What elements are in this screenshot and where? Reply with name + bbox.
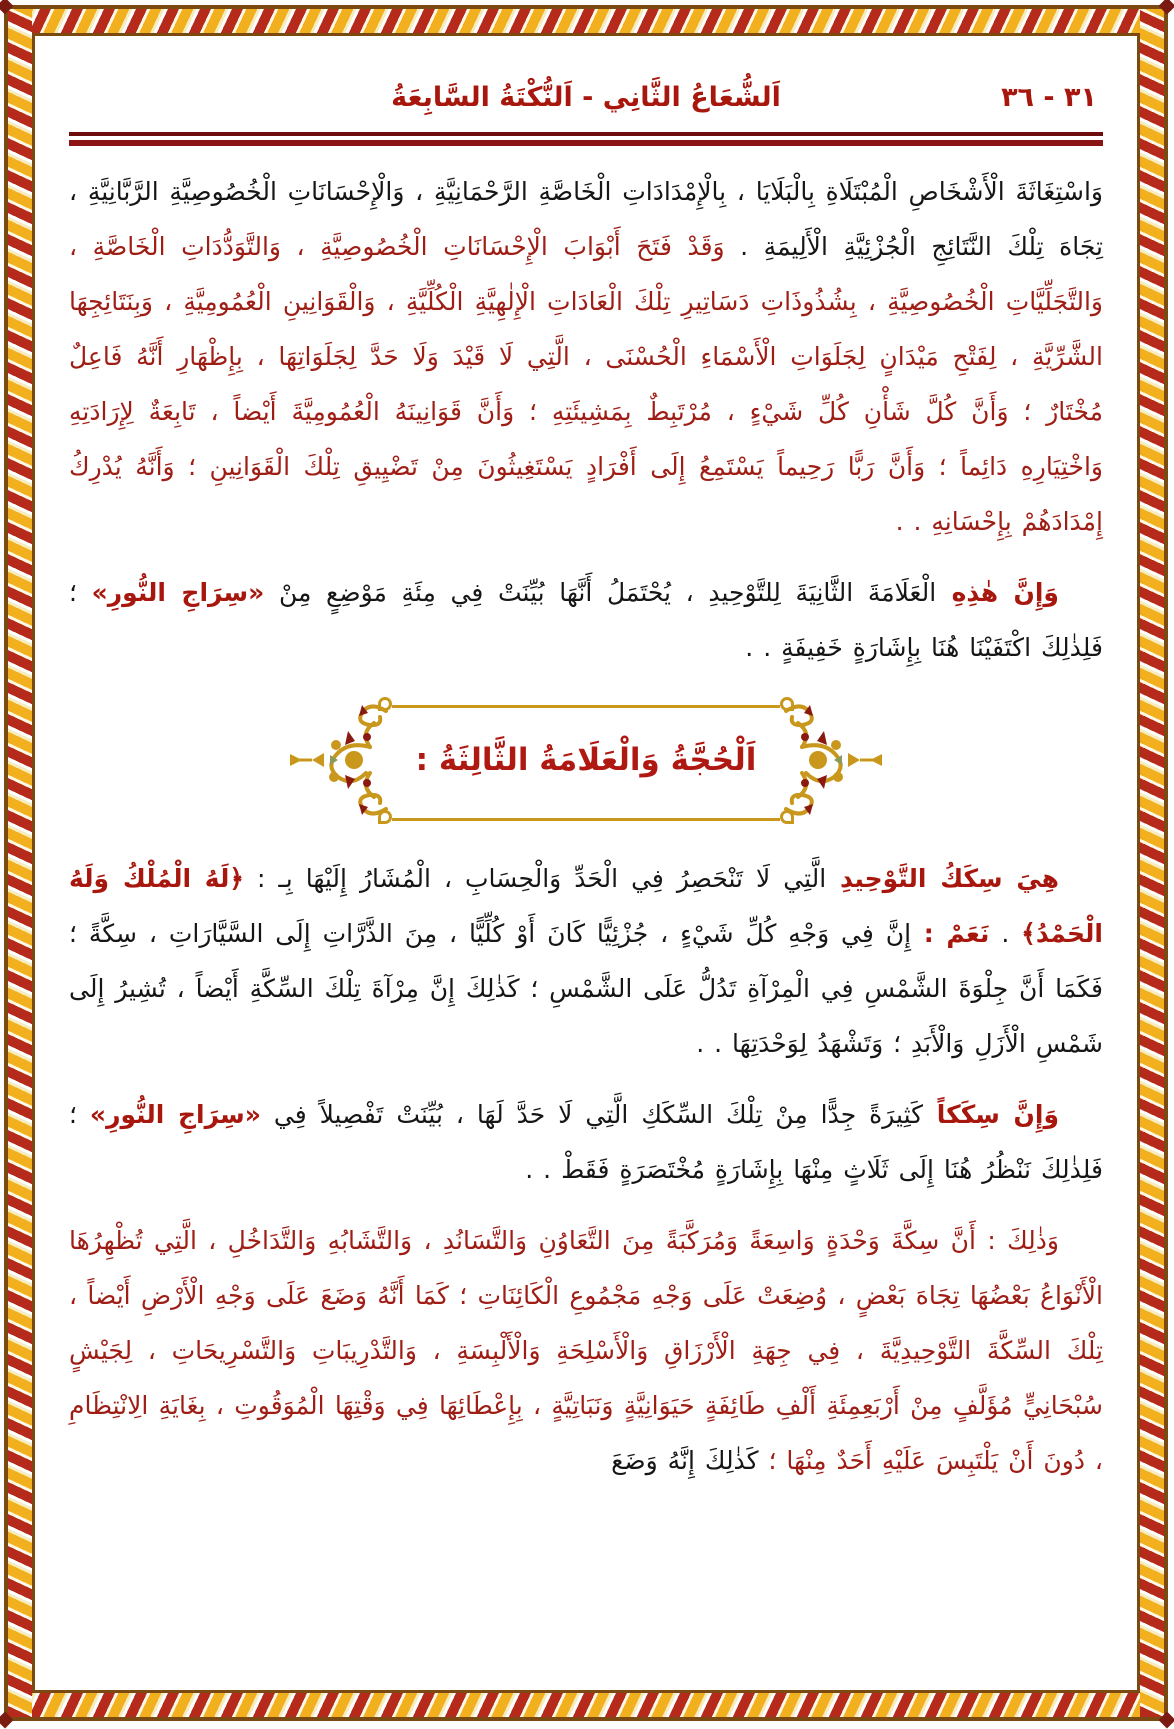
text-run: وَقَدْ فَتَحَ أَبْوَابَ الْإِحْسَانَاتِ الْخُصُوصِيَّةِ ، وَالتَّوَدُّدَاتِ الْخَاصَّةِ ، وَالتَّجَلِّيَّاتِ الْخُصُوصِيَّةِ ، بِشُذُوذَاتِ دَسَاتِيرِ تِلْكَ الْعَادَاتِ الْإِلٰهِيَّةِ الْكُلِّيَّةِ ، وَالْقَوَانِينِ الْعُمُومِيَّةِ ، وَبِنَتَائِجِهَا الشَّرِّيَّةِ ، لِفَتْحِ مَيْدَانٍ لِجَلَوَاتِ الْأَسْمَاءِ الْحُسْنَى ، الَّتِي لَا قَيْدَ وَلَا حَدَّ لِجَلَوَاتِهَا ، بِإِظْهَارِ أَنَّهُ فَاعِلٌ مُخْتَارٌ ؛ وَأَنَّ كُلَّ شَأْنِ كُلِّ شَيْءٍ ، مُرْتَبِطٌ بِمَشِيئَتِهِ ؛ وَأَنَّ قَوَانِينَهُ الْعُمُومِيَّةَ أَيْضاً ، تَابِعَةٌ لِإِرَادَتِهِ وَاخْتِيَارِهِ دَائِماً ؛ وَأَنَّ رَبًّا رَحِيماً يَسْتَمِعُ إِلَى أَفْرَادٍ يَسْتَغِيثُونَ مِنْ تَضْيِيقِ تِلْكَ الْقَوَانِينِ ؛ وَأَنَّهُ يُدْرِكُ إِمْدَادَهُمْ بِإِحْسَانِهِ . . — [70, 232, 1104, 536]
paragraph — [70, 1213, 1104, 1488]
text-run: ﴿لَهُ الْمُلْكُ وَلَهُ الْحَمْدُ﴾ — [70, 864, 1104, 948]
page-title: اَلشُّعَاعُ الثَّانِي - اَلنُّكْتَةُ السَّابِعَةُ — [392, 82, 782, 113]
page-numbers: ٣٦ - ٣١ — [1002, 82, 1098, 113]
text-run: هِيَ سِكَكُ التَّوْحِيدِ — [827, 864, 1060, 893]
text-run: إِنَّ فِي وَجْهِ كُلِّ شَيْءٍ ، جُزْئِيًّا كَانَ أَوْ كُلِّيًّا ، مِنَ الذَّرَّاتِ إِلَى السَّيَّارَاتِ ، سِكَّةً ؛ فَكَمَا أَنَّ جِلْوَةَ الشَّمْسِ فِي الْمِرْآةِ تَدُلُّ عَلَى الشَّمْسِ ؛ كَذٰلِكَ إِنَّ مِرْآةَ تِلْكَ السِّكَّةِ أَيْضاً ، تُشِيرُ إِلَى شَمْسِ الْأَزَلِ وَالْأَبَدِ ؛ وَتَشْهَدُ لِوَحْدَتِهَا . . — [70, 919, 1104, 1058]
ornament-line-bottom — [393, 818, 781, 821]
paragraph — [70, 851, 1104, 1071]
text-run: نَعَمْ : — [912, 919, 991, 948]
body-paragraphs-bottom — [70, 851, 1104, 1488]
ornament-line-top — [393, 705, 781, 708]
text-run: وَاسْتِغَاثَةَ الْأَشْخَاصِ الْمُبْتَلَاةِ بِالْبَلَايَا ، بِالْإِمْدَادَاتِ الْخَاصَّةِ الرَّحْمَانِيَّةِ ، وَالْإِحْسَانَاتِ الْخُصُوصِيَّةِ الرَّبَّانِيَّةِ ، تِجَاهَ تِلْكَ النَّتَائِجِ الْجُزْئِيَّةِ الْأَلِيمَةِ . — [70, 177, 1104, 261]
text-run: الَّتِي لَا تَنْحَصِرُ فِي الْحَدِّ وَالْحِسَابِ ، الْمُشَارُ إِلَيْهَا بِـ : — [245, 864, 828, 893]
text-run: كَثِيرَةً جِدًّا مِنْ تِلْكَ السِّكَكِ الَّتِي لَا حَدَّ لَهَا ، بُيِّنَتْ تَفْصِيلاً فِي — [261, 1100, 925, 1129]
body-paragraphs-top — [70, 164, 1104, 675]
corner-ornament — [0, 0, 14, 14]
paragraph — [70, 1087, 1104, 1197]
floral-ornament-icon — [775, 697, 883, 823]
divider-line-thin — [70, 132, 1104, 136]
page-header — [70, 72, 1104, 124]
page-content — [36, 36, 1138, 1690]
text-run: . — [990, 919, 1023, 948]
border-pattern-top — [9, 9, 1165, 33]
paragraph — [70, 164, 1104, 549]
text-run: وَإِنَّ سِكَكاً — [924, 1100, 1060, 1129]
text-run: الْعَلَامَةَ الثَّانِيَةَ لِلتَّوْحِيدِ ، يُحْتَمَلُ أَنَّهَا بُيِّنَتْ فِي مِئَةِ مَوْضِعٍ مِنْ — [265, 578, 938, 607]
text-run: ؛ فَلِذٰلِكَ اكْتَفَيْنَا هُنَا بِإِشَارَةٍ خَفِيفَةٍ . . — [70, 578, 1104, 662]
corner-ornament — [1160, 0, 1174, 14]
text-run: «سِرَاجِ النُّورِ» — [92, 578, 266, 607]
header-divider — [70, 132, 1104, 146]
text-run: «سِرَاجِ النُّورِ» — [90, 1100, 262, 1129]
section-heading: اَلْحُجَّةُ وَالْعَلَامَةُ الثَّالِثَةُ : — [416, 741, 758, 778]
paragraph — [70, 565, 1104, 675]
border-pattern-left — [9, 9, 33, 1717]
text-run: وَإِنَّ هٰذِهِ — [937, 578, 1060, 607]
text-run: وَذٰلِكَ : أَنَّ سِكَّةَ وَحْدَةٍ وَاسِعَةً وَمُرَكَّبَةً مِنَ التَّعَاوُنِ وَالتَّسَانُدِ ، وَالتَّشَابُهِ وَالتَّدَاخُلِ ، الَّتِي تُظْهِرُهَا الْأَنْوَاعُ بَعْضُهَا تِجَاهَ بَعْضٍ ، وُضِعَتْ عَلَى وَجْهِ مَجْمُوعِ الْكَائِنَاتِ ؛ كَمَا أَنَّهُ وَضَعَ عَلَى وَجْهِ الْأَرْضِ أَيْضاً ، تِلْكَ السِّكَّةَ التَّوْحِيدِيَّةَ ، فِي جِهَةِ الْأَرْزَاقِ وَالْأَسْلِحَةِ وَالْأَلْبِسَةِ ، وَالتَّدْرِيبَاتِ وَالتَّسْرِيحَاتِ ، لِجَيْشٍ سُبْحَانِيٍّ مُؤَلَّفٍ مِنْ أَرْبَعِمِئَةِ أَلْفِ طَائِفَةٍ حَيَوَانِيَّةٍ وَنَبَاتِيَّةٍ ، بِإِعْطَائِهَا فِي وَقْتِهَا الْمُوَقُوتِ ، بِغَايَةِ الِانْتِظَامِ ، دُونَ أَنْ يَلْتَبِسَ عَلَيْهِ أَحَدٌ مِنْهَا ؛ — [70, 1226, 1104, 1475]
floral-ornament-icon — [291, 697, 399, 823]
text-run: ؛ فَلِذٰلِكَ نَنْظُرُ هُنَا إِلَى ثَلَاثٍ مِنْهَا بِإِشَارَةٍ مُخْتَصَرَةٍ فَقَطْ . . — [70, 1100, 1104, 1184]
border-pattern-bottom — [9, 1693, 1165, 1717]
text-run: كَذٰلِكَ إِنَّهُ وَضَعَ — [612, 1446, 760, 1475]
divider-line-thick — [70, 140, 1104, 146]
border-pattern-right — [1141, 9, 1165, 1717]
section-heading-ornament — [297, 691, 877, 829]
